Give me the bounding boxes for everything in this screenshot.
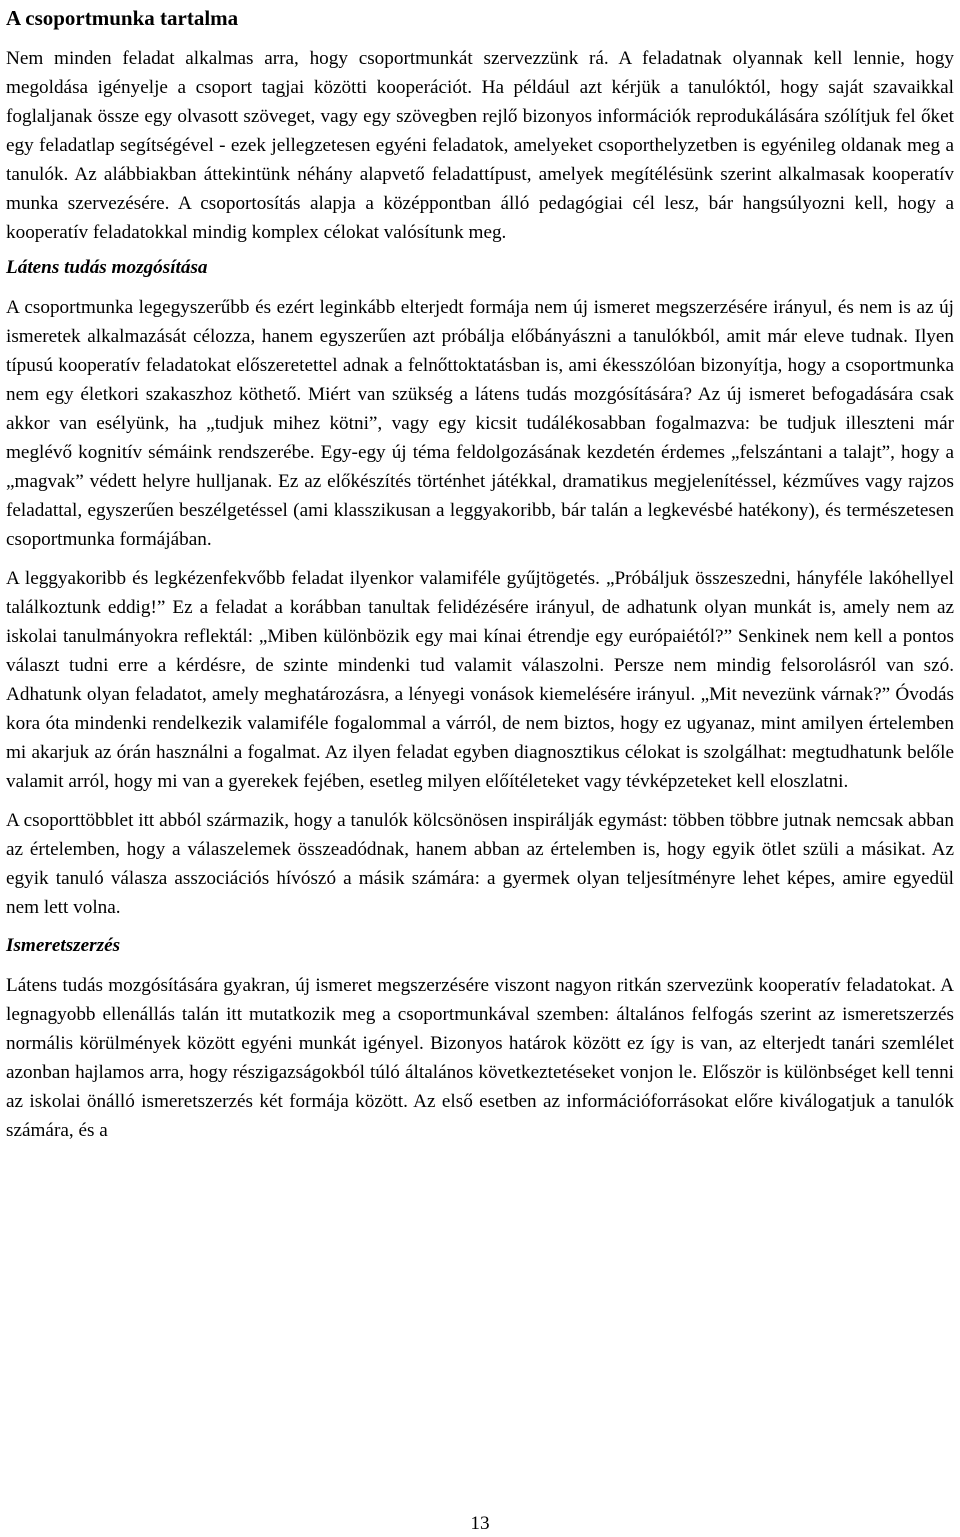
section1-paragraph-2: A leggyakoribb és legkézenfekvőbb feladat ilyenkor valamiféle gyűjtögetés. „Próbáljuk összeszedni, hányféle lakóhellyel találkoztunk eddig!” Ez a feladat a korábban tanultak felidézésére irányul, de adhatunk olyan munkát is, amely nem az iskolai tanulmányokra reflektál: „Miben különbözik egy mai kínai étrendje egy európaiétól?” Senkinek nem kell a pontos választ tudni erre a kérdésre, de szinte mindenki tud valamit válaszolni. Persze nem mindig felsorolásról van szó. Adhatunk olyan feladatot, amely meghatározásra, a lényegi vonások kiemelésére irányul. „Mit nevezünk várnak?” Óvodás kora óta mindenki rendelkezik valamiféle fogalommal a várról, de nem biztos, hogy ez ugyanaz, mint amilyen értelemben mi akarjuk az órán használni a fogalmat. Az ilyen feladat egyben diagnosztikus célokat is szolgálhat: megtudhatunk belőle valamit arról, hogy mi van a gyerekek fejében, esetleg milyen előítéleteket vagy tévképzeteket kell eloszlatni. — [6, 568, 954, 792]
section1-paragraph-3: A csoporttöbblet itt abból származik, hogy a tanulók kölcsönösen inspirálják egymást: többen többre jutnak nemcsak abban az értelemben, hogy a válaszelemek összeadódnak, hanem abban az értelemben is, hogy egyik ötlet szüli a másikat. Az egyik tanuló válasza asszociációs hívószó a másik számára: a gyermek olyan teljesítményre lehet képes, amire egyedül nem lett volna. — [6, 810, 954, 918]
section-heading-latent-knowledge: Látens tudás mozgósítása — [6, 257, 208, 278]
section1-paragraph-1: A csoportmunka legegyszerűbb és ezért leginkább elterjedt formája nem új ismeret megszerzésére irányul, és nem is az új ismeretek alkalmazását célozza, hanem egyszerűen azt próbálja előbányászni a tanulókból, amit már eleve tudnak. Ilyen típusú kooperatív feladatokat előszeretettel adnak a felnőttoktatásban is, ami ékesszólóan bizonyítja, hogy a csoportmunka nem egy életkori szakaszhoz köthető. Miért van szükség a látens tudás mozgósítására? Az új ismeret befogadására csak akkor van esélyünk, ha „tudjuk mihez kötni”, vagy egy kicsit tudálékosabban fogalmazva: be tudjuk illeszteni már meglévő kognitív sémáink rendszerébe. Egy-egy új téma feldolgozásának kezdetén érdemes „felszántani a talajt”, hogy a „magvak” védett helyre hulljanak. Ez az előkészítés történhet játékkal, dramatikus megjelenítéssel, kézműves vagy rajzos feladattal, egyszerűen beszélgetéssel (ami klasszikusan a leggyakoribb, bár talán a legkevésbé hatékony), és természetesen csoportmunka formájában. — [6, 297, 954, 550]
page-title: A csoportmunka tartalma — [6, 6, 239, 30]
page-number: 13 — [470, 1513, 490, 1534]
section2-paragraph-1: Látens tudás mozgósítására gyakran, új ismeret megszerzésére viszont nagyon ritkán szervezünk kooperatív feladatokat. A legnagyobb ellenállás talán itt mutatkozik meg a csoportmunkával szemben: általános felfogás szerint az ismeretszerzés normális körülmények között egyéni munkát igényel. Bizonyos határok között ez így is van, az elterjedt tanári szemlélet azonban hajlamos arra, hogy részigazságokból túló általános következtetéseket vonjon le. Először is különbséget kell tenni az iskolai önálló ismeretszerzés két formája között. Az első esetben az információforrásokat előre kiválogatjuk a tanulók számára, és a — [6, 975, 954, 1141]
document-page — [6, 0, 954, 1145]
section-heading-knowledge-acquisition: Ismeretszerzés — [6, 935, 121, 956]
intro-paragraph: Nem minden feladat alkalmas arra, hogy csoportmunkát szervezzünk rá. A feladatnak olyannak kell lennie, hogy megoldása igényelje a csoport tagjai közötti kooperációt. Ha például azt kérjük a tanulóktól, hogy saját szavaikkal foglaljanak össze egy olvasott szöveget, vagy egy szövegben rejlő bizonyos információk reprodukálására szólítjuk fel őket egy feladatlap segítségével - ezek jellegzetesen egyéni feladatok, amelyeket csoporthelyzetben is egyénileg oldanak meg a tanulók. Az alábbiakban áttekintünk néhány alapvető feladattípust, amelyek megítélésünk szerint alkalmasak kooperatív munka szervezésére. A csoportosítás alapja a középpontban álló pedagógiai cél lesz, bár hangsúlyozni kell, hogy a kooperatív feladatokkal mindig komplex célokat valósítunk meg. — [6, 48, 954, 243]
